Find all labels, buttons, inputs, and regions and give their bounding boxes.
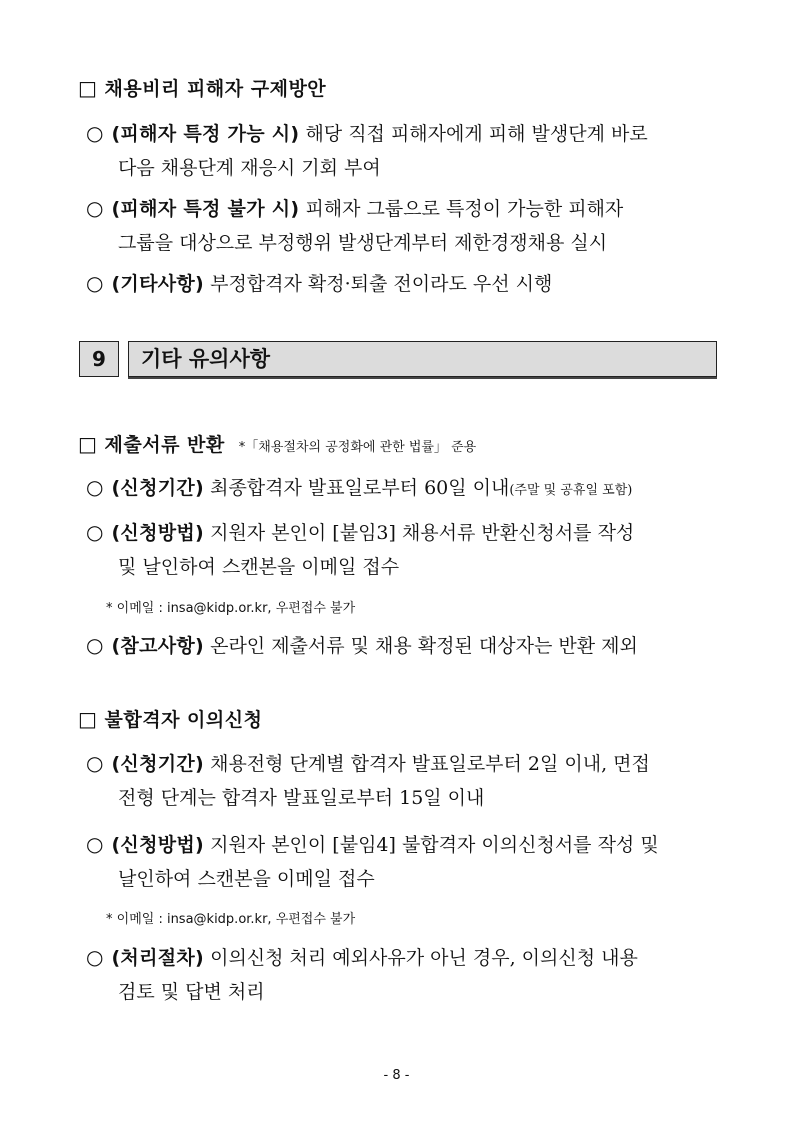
item-text: 해당 직접 피해자에게 피해 발생단계 바로 (305, 123, 648, 145)
section-number: 9 (79, 341, 119, 377)
circle-bullet-icon: ○ (86, 520, 104, 544)
circle-bullet-icon: ○ (86, 121, 104, 145)
circle-bullet-icon: ○ (86, 271, 104, 295)
heading-victim-relief (78, 74, 326, 101)
item-text: 지원자 본인이 [붙임3] 채용서류 반환신청서를 작성 (210, 522, 635, 544)
circle-bullet-icon: ○ (86, 633, 104, 657)
item-label: (참고사항) (111, 635, 205, 657)
item-label: (피해자 특정 불가 시) (111, 198, 300, 220)
heading-objection (78, 705, 262, 732)
item-text: 지원자 본인이 [붙임4] 불합격자 이의신청서를 작성 및 (210, 834, 659, 856)
circle-bullet-icon: ○ (86, 832, 104, 856)
circle-bullet-icon: ○ (86, 945, 104, 969)
item-label: (기타사항) (111, 273, 205, 295)
item-text-continued: 전형 단계는 합격자 발표일로부터 15일 이내 (118, 787, 485, 809)
item-label: (신청기간) (111, 753, 205, 775)
item-label: (처리절차) (111, 947, 205, 969)
list-item (86, 515, 726, 578)
item-label: (신청기간) (111, 477, 205, 499)
email-memo: * 이메일 : insa@kidp.or.kr, 우편접수 불가 (106, 912, 356, 927)
item-text-continued: 검토 및 답변 처리 (118, 981, 265, 1003)
item-text: 온라인 제출서류 및 채용 확정된 대상자는 반환 제외 (210, 635, 638, 657)
item-text: 최종합격자 발표일로부터 60일 이내 (210, 477, 510, 499)
item-label: (피해자 특정 가능 시) (111, 123, 300, 145)
item-text: 피해자 그룹으로 특정이 가능한 피해자 (305, 198, 624, 220)
heading-text: 제출서류 반환 (104, 434, 225, 456)
list-item (86, 470, 726, 508)
list-item (86, 940, 726, 1003)
circle-bullet-icon: ○ (86, 196, 104, 220)
square-bullet-icon: □ (78, 707, 98, 731)
list-item (86, 628, 726, 664)
item-text-continued: 및 날인하여 스캔본을 이메일 접수 (118, 556, 400, 578)
section-header-9 (79, 341, 717, 379)
item-text: 채용전형 단계별 합격자 발표일로부터 2일 이내, 면접 (210, 753, 650, 775)
list-item (86, 827, 726, 890)
section-title: 기타 유의사항 (128, 341, 717, 377)
item-text: 이의신청 처리 예외사유가 아닌 경우, 이의신청 내용 (210, 947, 638, 969)
heading-text: 채용비리 피해자 구제방안 (104, 78, 327, 100)
list-item (86, 746, 726, 809)
item-text-continued: 날인하여 스캔본을 이메일 접수 (118, 868, 375, 890)
item-text: 부정합격자 확정·퇴출 전이라도 우선 시행 (210, 273, 553, 295)
item-label: (신청방법) (111, 834, 205, 856)
email-memo: * 이메일 : insa@kidp.or.kr, 우편접수 불가 (106, 601, 356, 616)
square-bullet-icon: □ (78, 76, 98, 100)
heading-doc-return (78, 430, 476, 457)
item-label: (신청방법) (111, 522, 205, 544)
circle-bullet-icon: ○ (86, 475, 104, 499)
square-bullet-icon: □ (78, 432, 98, 456)
circle-bullet-icon: ○ (86, 751, 104, 775)
item-text-continued: 그룹을 대상으로 부정행위 발생단계부터 제한경쟁채용 실시 (118, 232, 608, 254)
page-number: - 8 - (383, 1068, 410, 1083)
list-item (86, 116, 726, 179)
heading-note: *「채용절차의 공정화에 관한 법률」 준용 (238, 440, 477, 455)
list-item (86, 266, 726, 302)
heading-text: 불합격자 이의신청 (104, 709, 263, 731)
item-note: (주말 및 공휴일 포함) (509, 483, 633, 498)
list-item (86, 191, 726, 254)
item-text-continued: 다음 채용단계 재응시 기회 부여 (118, 157, 381, 179)
